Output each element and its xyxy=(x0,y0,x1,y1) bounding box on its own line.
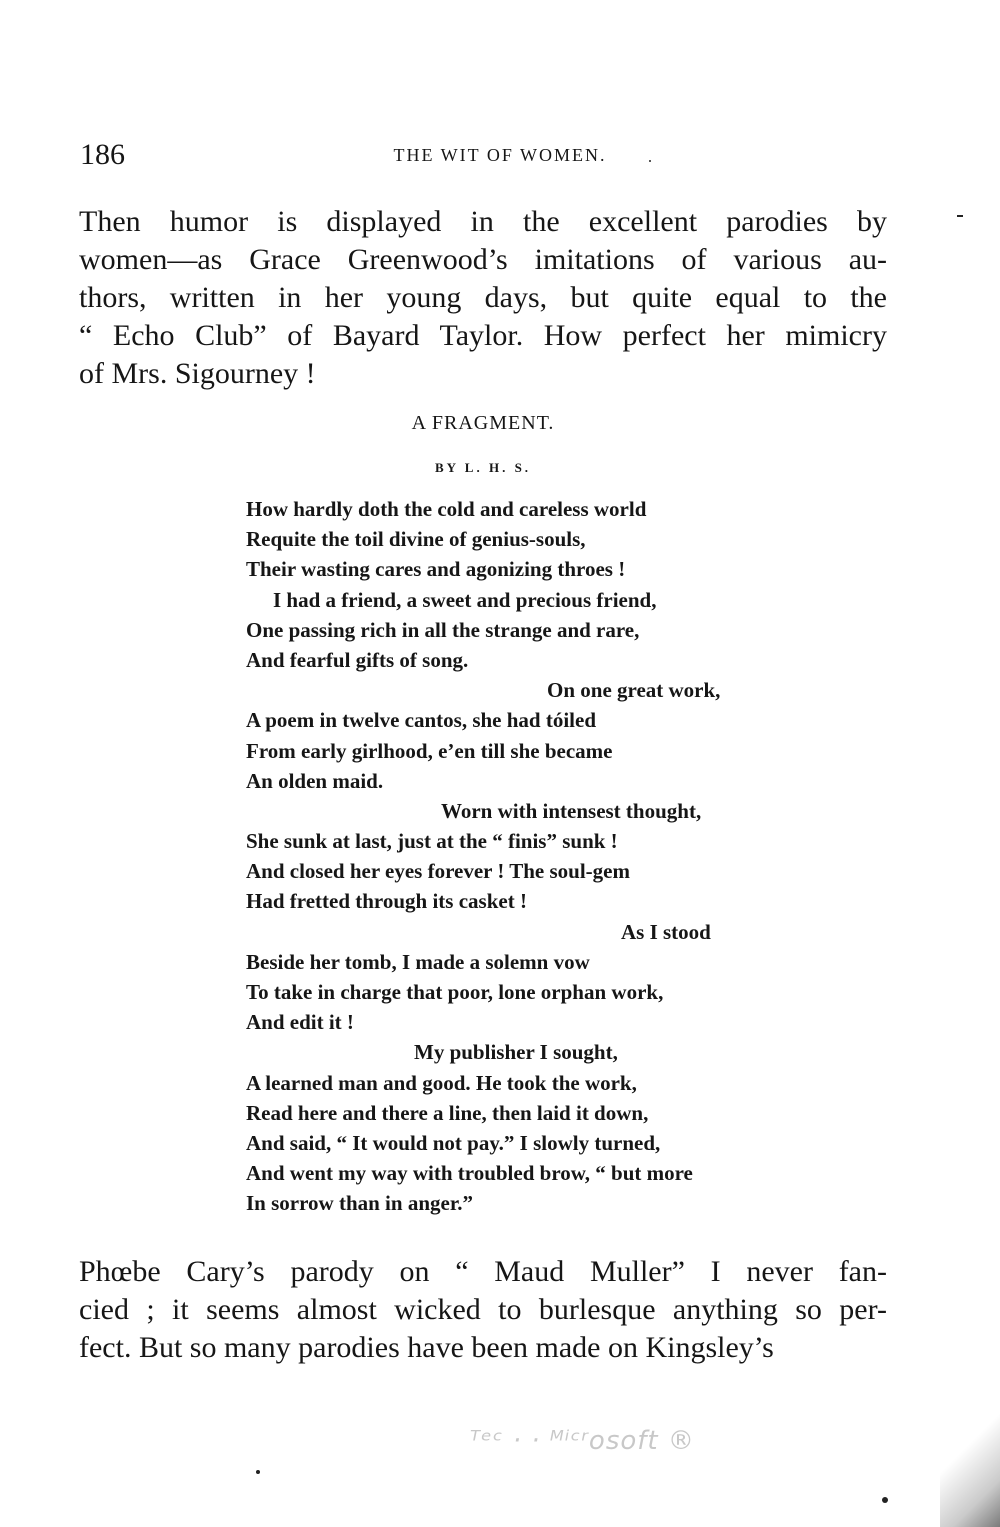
poem-line: A poem in twelve cantos, she had tóiled xyxy=(246,708,597,733)
intro-line: of Mrs. Sigourney ! xyxy=(79,357,316,390)
poem-line: Worn with intensest thought, xyxy=(441,798,702,823)
poem-line: And edit it ! xyxy=(246,1010,354,1035)
poem-line: An olden maid. xyxy=(246,768,384,793)
poem-title: A FRAGMENT. xyxy=(411,412,555,434)
scan-watermark: ᵀᵉᶜ · · ᴹⁱᶜʳosoft ® xyxy=(470,1426,695,1456)
intro-line: women—as Grace Greenwood’s imitations of various au- xyxy=(79,243,887,276)
poem-line: Read here and there a line, then laid it down, xyxy=(246,1100,649,1125)
running-head: THE WIT OF WOMEN. xyxy=(393,145,607,165)
poem-line: From early girlhood, e’en till she became xyxy=(246,738,613,763)
intro-line: thors, written in her young days, but quite equal to the xyxy=(79,281,887,314)
poem-byline: BY L. H. S. xyxy=(434,460,532,475)
poem-line: And said, “ It would not pay.” I slowly turned, xyxy=(246,1130,661,1155)
poem-line: Had fretted through its casket ! xyxy=(246,889,527,914)
intro-paragraph xyxy=(79,203,887,393)
closing-line: fect. But so many parodies have been made on Kingsley’s xyxy=(79,1331,774,1364)
poem-line: And went my way with troubled brow, “ but more xyxy=(246,1161,693,1186)
page-edge-shadow xyxy=(940,1397,1000,1527)
poem-line: And fearful gifts of song. xyxy=(246,647,469,672)
poem-line: Their wasting cares and agonizing throes ! xyxy=(246,557,626,582)
poem-line: Requite the toil divine of genius-souls, xyxy=(246,527,586,552)
closing-paragraph xyxy=(79,1253,887,1367)
closing-line: Phœbe Cary’s parody on “ Maud Muller” I never fan- xyxy=(79,1255,887,1288)
poem-line: One passing rich in all the strange and rare, xyxy=(246,617,640,642)
poem-line: To take in charge that poor, lone orphan work, xyxy=(246,980,664,1004)
poem-line: As I stood xyxy=(621,919,711,944)
intro-line: “ Echo Club” of Bayard Taylor. How perfect her mimicry xyxy=(79,319,887,352)
intro-line: Then humor is displayed in the excellent parodies by xyxy=(79,205,887,238)
scan-speck xyxy=(882,1497,888,1503)
poem-line: A learned man and good. He took the work, xyxy=(246,1070,637,1095)
poem-line: And closed her eyes forever ! The soul-gem xyxy=(246,859,630,884)
poem-line: She sunk at last, just at the “ finis” sunk ! xyxy=(246,829,618,854)
scan-speck xyxy=(649,160,651,162)
page-number: 186 xyxy=(80,138,125,171)
poem-line: Beside her tomb, I made a solemn vow xyxy=(246,949,590,974)
poem-line: My publisher I sought, xyxy=(414,1040,618,1065)
poem-line: How hardly doth the cold and careless world xyxy=(246,497,647,521)
poem-line: On one great work, xyxy=(547,678,721,703)
poem-line: In sorrow than in anger.” xyxy=(246,1191,473,1216)
scan-speck xyxy=(957,215,963,217)
closing-line: cied ; it seems almost wicked to burlesque anything so per- xyxy=(79,1293,887,1326)
poem-body xyxy=(246,494,866,1219)
scan-speck xyxy=(256,1470,260,1474)
poem-line: I had a friend, a sweet and precious friend, xyxy=(273,587,657,612)
